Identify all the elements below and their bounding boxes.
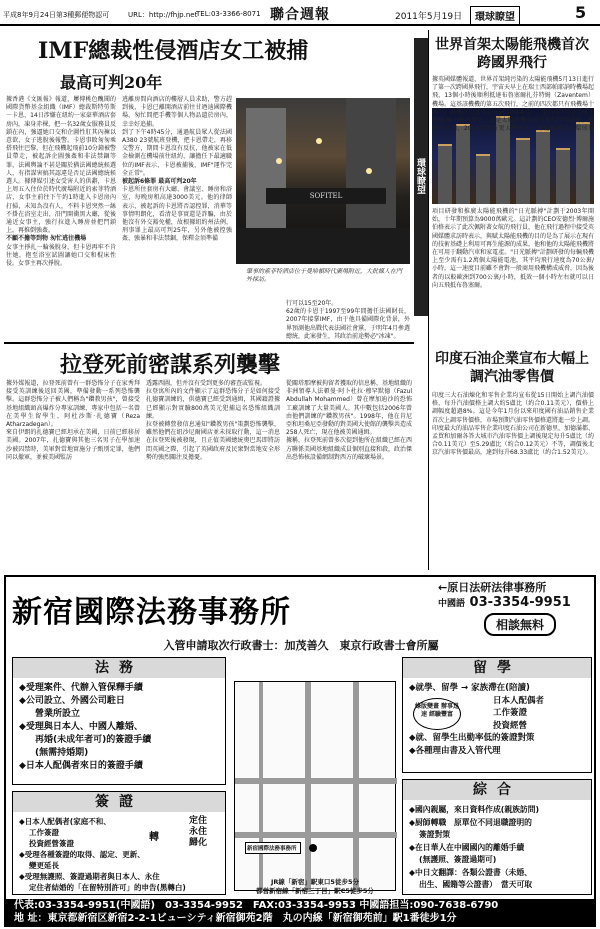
ad-phone-number: 03-3354-9951 [469,595,571,610]
masthead-logo: 聯合週報 [270,7,330,23]
ad-subline: 入管申請取次行政書士：加茂善久 東京行政書士會所屬 [163,639,439,652]
law-item: 營業所設立 [35,709,81,719]
misc-item: ◆國內親屬，來日資料作成(親族訪問) [409,805,540,814]
misc-box [402,779,592,895]
article1-col2c-text: 卡恩所住套房有大廳、會議室、睡房和浴室，每晚房租高達3000美元。他的律師表示，被起訴的卡恩將否認控罪，消華等事情明朗化，看清是事實還是詐騙，由於他沒有外交豁免權，故根據紐約州法例，刑事罪上最高可判25年，另外他被控強姦、強暴和非法禁錮，保釋金須準備 [122,186,232,243]
page-header [0,0,600,26]
article2-col3b-text: 據稱，拉登死前曾多次提到他所在組織已經在西方聯係美國基地組織成員個別直接和殺，政治傑出恐怖核設備網制對西方的破壞場景。 [286,437,413,461]
misc-item: ◆在日華人在中國國內的離婚手續 [409,842,525,852]
header-tel: TEL:03-3366-8071 [196,10,261,18]
article1-col2-subhead: 被起訴6條罪 最高可判20年 [122,178,197,186]
ad-footer [6,899,594,927]
sidebar-story2-text [432,392,594,568]
article2-col2b-text: 拉登寓所內的文件顯示了這群恐怖分子是如何接受扎德寶訓練的，供德寶已經受到通緝，其國籍證據已經顯示對實驗800萬美元犯捕這名恐怖組織訓練。 [146,388,280,420]
study-item: ◆就、留學生出勤率低的簽證對策 [409,733,535,743]
visa-item: 工作簽證 [29,828,59,837]
misc-items [409,804,539,892]
ad-title: 新宿國際法務事務所 [12,595,291,630]
study-item: 工作簽證 [493,708,528,718]
sidebar-rule [428,30,429,570]
section-tag [414,38,428,316]
sidebar-story1-text [432,76,595,141]
visa-box-title: 簽證 [13,792,225,812]
visa-item: 變更延長 [29,861,59,870]
issue-date: 2011年5月19日 [395,12,463,22]
article1-headline: IMF總裁性侵酒店女工被捕 [38,38,309,64]
visa-item: 投資經營簽證 [29,839,74,848]
sidebar-story2-title: 印度石油企業宣布大幅上調汽油零售價 [435,351,589,385]
article1-col1 [6,96,116,328]
article2-col1b-text: 來自伊朗的扎德寶已經坦承在美國，日前已經移居美國。2007年，扎德寶與其他三名男子在學加速沙被囚禁時，美軍對當地實施分子甄別定罪，他們同以撤軍，並被美國監訪 [6,429,140,461]
study-item: ◆各種理由書及入管代理 [409,745,501,756]
map-pin-icon [309,844,317,852]
article1-col1-subhead: 不顧不擔等到物 匆忙逃往機場 [6,235,87,243]
article2-headline: 拉登死前密謀系列襲擊 [60,352,281,378]
map-station-text: JR線「新宿」駅東口5徒步5分 [271,878,359,886]
page-number: 5 [575,3,587,22]
misc-item: (無護照、簽證過期可) [419,855,497,864]
article1-col3-text: 行可以15至20年。 [286,300,338,307]
misc-item: ◆厨師轉職 原單位不同退職證明的 [409,817,532,827]
article2-col3-text: 從關塔那摩被拘留者獲取的信息稱，基地組織的非洲領導人法頓曼·阿卜杜拉·穆罕默德（Fazul Abdullah Mohammed）曾在摩加迪沙的恐怖工廠訓練了大量美國人。其中數包括2006年曾由他們訓練的"鑽教男孩"。1998年，他在肯尼亞和坦桑尼亞發動的對美國大使館的襲擊共造成258人死亡，現在他被美國通緝。 [286,380,413,437]
photo-caption: 肇事的索菲特酒店位于曼哈頓時代廣場附近，大批媒人在門外採訪。 [246,268,403,283]
ad-parent-office: ←原日法研法律事務所 [438,581,547,594]
map-office-label: 新宿國際法務事務所 [245,842,301,854]
law-item: ◆受理案件、代辦入管保釋手續 [19,683,143,693]
article1-col3b-text: 62歲的卡恩于1997至99年間擔任法國財長，2007年接掌IMF，由于他具備國際化背景，外界預測他出戰代表法國社會黨，于明年4月參選總統，此案發生，其政治前途勢必"冰凍"。 [286,308,410,340]
law-office-ad [4,575,596,927]
sidebar-story1-cont [432,208,594,344]
study-badge: 綠版變畫 辦事迅速 經驗豐富 [413,698,461,730]
article1-subhead: 最高可判20年 [60,73,163,92]
visa-item: 定住者結婚的「在留特別許可」的申告(黑轉白) [29,883,186,892]
hotel-awning: SOFITEL [266,188,386,204]
sidebar-story1-body: 據英國媒體報道，世界首架純污染的太陽能飛機5月13日進行了第一次跨國界飛行，宇宙天早上在瑞士西部帕耶訥時機場起飛，13個小時後順利抵達布魯塞爾扎芬特姆（Zaventem）機場。這基該機機的第五次飛行，之前的四次都只有飛機場十同等。該機首次試飛是在2010年4月，三至行的7月份完成了連續26小時的飛行，這是太陽能機的最高飛行時間記錄。據研發計劃，2013年將有更大機型的太陽能飛機完成環球飛行。 [432,76,595,141]
article1-col2b-text: 到了下午4時45分，通過航員眾人從法國A380 23號航班登機，把卡恩帶走，再移交警方，期間卡恩沒有反抗，他被家在低金檢測在機場前往紐約，讓擔任下最適職位的IMF表示，卡恩被捕後，IMF"運作完全正常"。 [122,128,232,177]
map-station2-text: 都営新宿線「新宿三丁目」駅C5徒步5分 [256,887,374,895]
article2-col2c-text: 拉登被轉營發信息通知"鑽教男孩"策劃恐怖襲擊，雖然他們在紐沙尼爾國店並未採取行動，這一消息在拉登死後被發現，且正值美國總統奧巴馬即將訪問英國之際，引起了英國政府及民衆對當地安全形勢的強烈關注及擔憂。 [146,421,280,461]
article2-col1 [6,380,140,568]
site-url: URL：http://fhjp.net [128,11,198,19]
article2-col2 [146,380,280,568]
study-box-title: 留學 [403,658,591,678]
misc-item: 出生、國籍等公證書） 當天可取 [419,880,533,889]
visa-item: ◆受理無護照、簽證過期者與日本人、永住 [19,872,160,881]
visa-box [12,791,226,895]
study-item: 投資經營 [493,720,528,731]
misc-item: ◆中日文翻譯：各類公證書（未婚、 [409,867,532,877]
law-items [19,682,151,773]
ad-phone-label: 中國語 [438,599,466,609]
visa-items [19,816,186,893]
law-item: ◆公司設立、外國公司駐日 [19,696,125,706]
article1-col2 [122,96,232,332]
divider [4,342,414,344]
article1-col2-text: 逃離房間向酒店的樓層人員求助，警方趕到後，卡恩已離開酒店前往甘迺迪國際機場，匆忙間把手機等個人物品遺於房內，幸幸好追捕。 [122,96,232,128]
law-box-title: 法務 [13,658,225,678]
ad-free-consult: 相談無料 [484,613,556,636]
article1-col1b-text: 女事主掙扎一輪後脫身，但卡恩再牢不肯往她，抱至浴室試圖讓她口交和棍床性侵。女事主再次掙脫。 [6,243,116,268]
visa-result: 定住 永住 歸化 [189,816,208,848]
law-item: 再婚(未成年者可)的簽證手續 [35,735,152,745]
article2-col3 [286,380,412,568]
article2-col2-text: 透露西圖，但并沒有受到更多的審查或監視。 [146,380,267,387]
study-item: 日本人配偶者 [493,695,545,706]
sidebar-story1b-body: 項目研發和推廣太陽能飛機的"日光脈搏"計劃于2003年開始，十年期預算為9000萬歐元。這計劃的CEO安德烈·博爾施伯格表示了此次佩附著女航的飛行員，他在飛行過程中接受英國媒體求訪時表示，與賦太陽能飛機的目的是為了展示在現有的技術基礎上利用可再生能源的成果，他和他的太陽能飛機將在可用于翻動汽車和家電產。"日光脈搏"計劃研發的每輛飛機上至少需有1.2萬個太陽能電池，其平均飛行速度為70公裏/小時，這一速度目前雖不會對一般商用飛機構成威脅，因為後者的以較歐洲到700公裏/小時，抵效一個小時左右就可以日向五飛抵布魯塞爾。 [432,208,595,289]
misc-item: 簽證對策 [419,830,451,839]
article2-col1-text: 據外媒報道，拉登死前曾有一群恐怖分子在家秀拜接受英訓練後返回美國，準備發動一系列恐怖襲擊。這群恐怖分子被人們稱為"鑽教男孩"，曾接受基地組織頭高爆炸分專家訓練，專家中包括一名曾在美學生留學生、阿杜沙斯·扎德寶（Reza Atharzadegan）。 [6,380,140,429]
article1-col1-text: 據香港《文匯報》報道，屢傳桃色醜聞的國際貨幣基金組織（IMF）總裁斯特勞斯－卡恩，14日涉嫌在紐約一家豪華酒店套房內，凍身赤裸，把一名32歲女服務員反鎖在內，強逼她口交和企圖性肛其內褲以意欲，女子逃脫後報警。卡恩事敗匆匆乘搭飛往巴黎，但在飛機起飛前10分鐘被警員帶走，被起訴企圖強姦和非法禁錮等罪，法國輿論不甚是關於猶法國總統候選人，有指謀害搞其認違是否足法國總統候選人。據傳媒引述女受害人的供辭，卡恩上周五入住位於時代廣場附近的索菲特酒店，女事主前往下午約1時進入卡恩房內打掃，未知為沒有人，不料卡恩突然一絲不掛在浴室走出，沿門開衝黑大廳，從後通近女事主，強行拉進入睡房並把門鎖上，再推倒強姦。 [6,96,116,235]
law-item: ◆受理與日本人、中國人離婚、 [19,722,143,732]
ad-phone [438,595,571,610]
visa-item: ◆日本人配偶者(家庭不和、 [19,817,111,826]
law-box [12,657,226,785]
section-tag-label: 環球瞭望 [415,158,425,194]
office-map [234,681,396,891]
hotel-photo [236,98,410,264]
study-item: ◆就學、留學 → 家族滯在(陪讀) [409,683,530,693]
ad-footer-address: 地 址：東京都新宿区新宿2-2-1ビューシティ新宿御苑2階 丸の内線「新宿御苑前」駅1番徒步1分 [14,913,457,924]
sidebar-story1-title: 世界首架太陽能飛機首次跨國界飛行 [435,37,589,71]
section-name: 環球瞭望 [470,6,520,25]
article1-col3 [286,300,410,342]
law-item: ◆日本人配偶者來日的簽證手續 [19,761,143,771]
sidebar-story2-body: 印度三大石油煉化和零售企業均宣布從15日開始上調汽油價格，每升汽油價格上調大約5盧比（約合0.11美元），價格上調幅度超過8%。這是今年1月份以來印度國有油品銷售企業首次上調零售價格，市場預期汽油零售價格還將進一步上調。印度最大的油品零售企業印度石油公司在新德里，加德滿都、孟買和加爾各答大城市汽油零售價上調後現定每升5盧比（約合0.11美元）至5.29盧比（約合0.12美元）不等，調價後北京汽油零售價最高，達到每升68.33盧比（約合1.52美元）。 [432,392,595,457]
law-item: (無需持婚期) [35,748,89,758]
visa-item: ◆受理各種簽證的取得、認定、更新、 [19,850,145,859]
study-box [402,657,592,773]
registration-text: 平成8年9月24日第3種郵便物認可 [3,11,110,19]
ad-footer-phones: 代表:03-3354-9951(中國語) 03-3354-9952 FAX:03-3354-9953 中國語担当:090-7638-6790 [14,900,499,911]
misc-box-title: 綜合 [403,780,591,800]
visa-change-arrow: 轉 [149,832,159,843]
